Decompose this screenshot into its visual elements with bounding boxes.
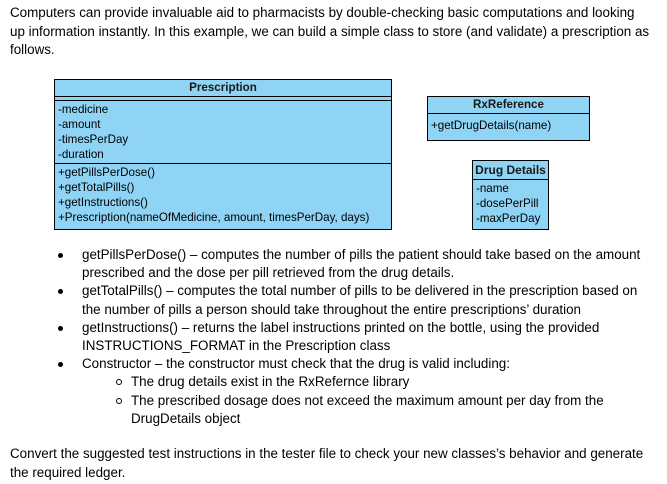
attribute-amount: -amount [58,118,101,131]
attribute-duration: -duration [58,148,104,161]
attribute-medicine: -medicine [58,103,109,116]
sub-list-item [82,392,648,428]
list-item-text: getInstructions() – returns the label instructions printed on the bottle, using the provided INSTRUCTIONS_FORMAT in the Prescription class [82,319,600,354]
rxreference-class-box [427,96,590,141]
prescription-methods [55,164,391,226]
sub-list-item [82,373,648,391]
list-item-text: getPillsPerDose() – computes the number of pills the patient should take based on the amount prescribed and the dose per pill retrieved from the drug details. [82,247,641,281]
sub-list-item-text: The drug details exist in the RxRefernce library [131,374,410,390]
bullet-icon [58,362,63,367]
list-item [58,319,648,355]
drug-details-attributes [473,180,548,227]
bullet-icon [58,289,63,294]
attribute-max-per-day: -maxPerDay [476,212,541,225]
attribute-name: -name [476,182,509,195]
attribute-dose-per-pill: -dosePerPill [476,197,539,210]
list-item [58,355,648,428]
method-get-pills-per-dose: +getPillsPerDose() [58,166,155,179]
bullet-icon [58,253,63,258]
outro-paragraph: Convert the suggested test instructions in the tester file to check your new classes’s behavior and generate the required ledger. [10,446,644,480]
list-item [58,246,648,282]
intro-paragraph: Computers can provide invaluable aid to pharmacists by double-checking basic computations and looking up information instantly. In this example, we can build a simple class to store (and validate) a prescription as follows. [10,5,650,58]
method-prescription-constructor: +Prescription(nameOfMedicine, amount, timesPerDay, days) [58,211,370,224]
sub-list-item-text: The prescribed dosage does not exceed the maximum amount per day from the DrugDetails object [131,392,604,426]
prescription-class-box [54,79,392,230]
drug-details-class-title: Drug Details [473,161,548,180]
method-get-instructions: +getInstructions() [58,196,148,209]
list-item-text: getTotalPills() – computes the total number of pills to be delivered in the prescription based on the number of pills a person should take throughout the entire prescriptions’ duration [82,283,638,317]
rxreference-methods [428,114,589,134]
hollow-bullet-icon [116,398,122,404]
method-description-list [58,246,648,428]
bullet-icon [58,326,63,331]
prescription-class-title: Prescription [55,80,391,97]
attribute-times-per-day: -timesPerDay [58,133,129,146]
method-get-drug-details: +getDrugDetails(name) [431,119,552,132]
prescription-attributes [55,100,391,164]
drug-details-class-box [472,160,549,230]
rxreference-class-title: RxReference [428,97,589,114]
constructor-check-list [82,373,648,428]
list-item-text: Constructor – the constructor must check that the drug is valid including: [82,356,510,372]
hollow-bullet-icon [116,379,122,385]
list-item [58,282,648,318]
method-get-total-pills: +getTotalPills() [58,181,135,194]
